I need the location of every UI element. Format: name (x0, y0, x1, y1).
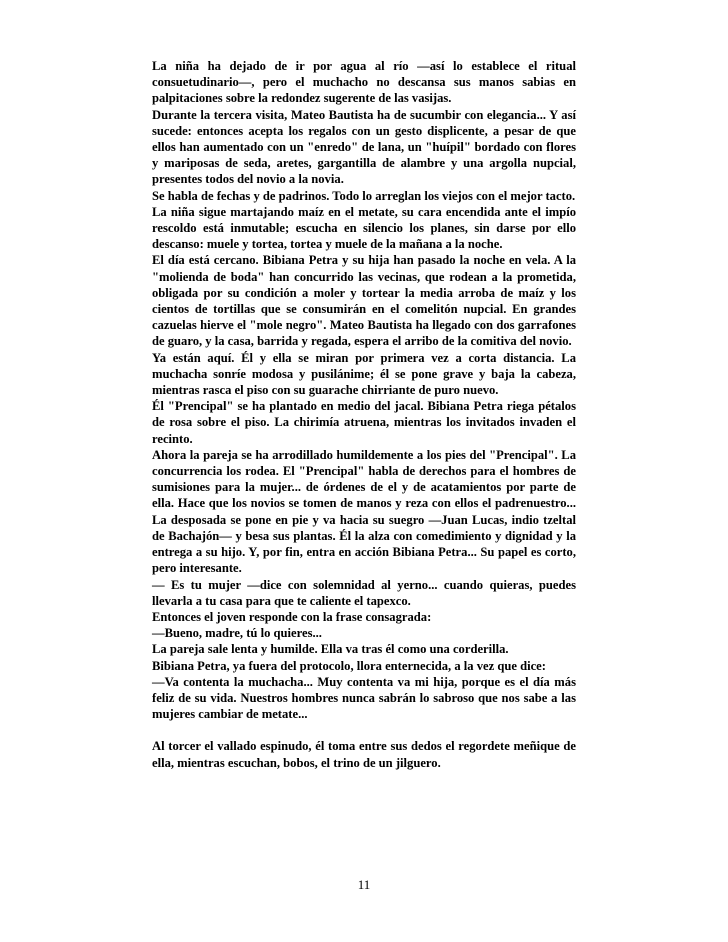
paragraph: El día está cercano. Bibiana Petra y su hija han pasado la noche en vela. A la "molienda de boda" han concurrido las vecinas, que rodean a la prometida, obligada por su condición a moler y tortear la media arroba de maíz y los cientos de tortillas que se consumirán en el comelitón nupcial. En grandes cazuelas hierve el "mole negro". Mateo Bautista ha llegado con dos garrafones de guaro, y la casa, barrida y regada, espera el arribo de la comitiva del novio. (152, 253, 576, 349)
paragraph: Bibiana Petra, ya fuera del protocolo, llora enternecida, a la vez que dice: (152, 658, 546, 673)
paragraph: La niña ha dejado de ir por agua al río —así lo establece el ritual consuetudinario—, pero el muchacho no descansa sus manos sabias en palpitaciones sobre la redondez sugerente de las vasijas. (152, 59, 576, 106)
paragraph: —Va contenta la muchacha... Muy contenta va mi hija, porque es el día más feliz de su vida. Nuestros hombres nunca sabrán lo sabroso que nos sabe a las mujeres cambiar de metate... (152, 674, 576, 722)
paragraph: Durante la tercera visita, Mateo Bautista ha de sucumbir con elegancia... Y así sucede: entonces acepta los regalos con un gesto displicente, a pesar de que ellos han aumentado con un "enredo" de lana, un "huípil" bordado con flores y mariposas de seda, aretes, gargantilla de alambre y una argolla nupcial, presentes todos del novio a la novia. (152, 107, 576, 187)
paragraph: Se habla de fechas y de padrinos. Todo lo arreglan los viejos con el mejor tacto. (152, 188, 576, 203)
paragraph: Ahora la pareja se ha arrodillado humildemente a los pies del "Prencipal". La concurrencia los rodea. El "Prencipal" habla de derechos para el hombres de sumisiones para la mujer... de órdenes de el y de acatamientos por parte de ella. Hace que los novios se tomen de manos y reza con ellos el padrenuestro... La desposada se pone en pie y va hacia su suegro —Juan Lucas, indio tzeltal de Bachajón— y besa sus plantas. Él la alza con comedimiento y dignidad y la entrega a su hijo. Y, por fin, entra en acción Bibiana Petra... Su papel es corto, pero interesante. (152, 447, 576, 576)
paragraph: Ya están aquí. Él y ella se miran por primera vez a corta distancia. La muchacha sonríe modosa y pusilánime; él se pone grave y baja la cabeza, mientras rasca el piso con su guarache chirriante de puro nuevo. (152, 350, 576, 398)
paragraph: Él "Prencipal" se ha plantado en medio del jacal. Bibiana Petra riega pétalos de rosa sobre el piso. La chirimía atruena, mientras los invitados invaden el recinto. (152, 399, 576, 446)
page-number: 11 (357, 877, 371, 892)
paragraph: La niña sigue martajando maíz en el metate, su cara encendida ante el impío rescoldo está inmutable; escucha en silencio los planes, sin darse por ello descanso: muele y tortea, tortea y muele de la mañana a la noche. (152, 204, 576, 252)
paragraph: — Es tu mujer —dice con solemnidad al yerno... cuando quieras, puedes llevarla a tu casa para que te caliente el tapexco. (152, 577, 576, 608)
closing-paragraph: Al torcer el vallado espinudo, él toma entre sus dedos el regordete meñique de ella, mientras escuchan, bobos, el trino de un jilguero. (152, 739, 576, 770)
paragraph: —Bueno, madre, tú lo quieres... (152, 626, 322, 641)
paragraph: Entonces el joven responde con la frase consagrada: (152, 609, 432, 624)
body-text (152, 58, 576, 771)
paragraph: La pareja sale lenta y humilde. Ella va tras él como una corderilla. (152, 642, 509, 657)
